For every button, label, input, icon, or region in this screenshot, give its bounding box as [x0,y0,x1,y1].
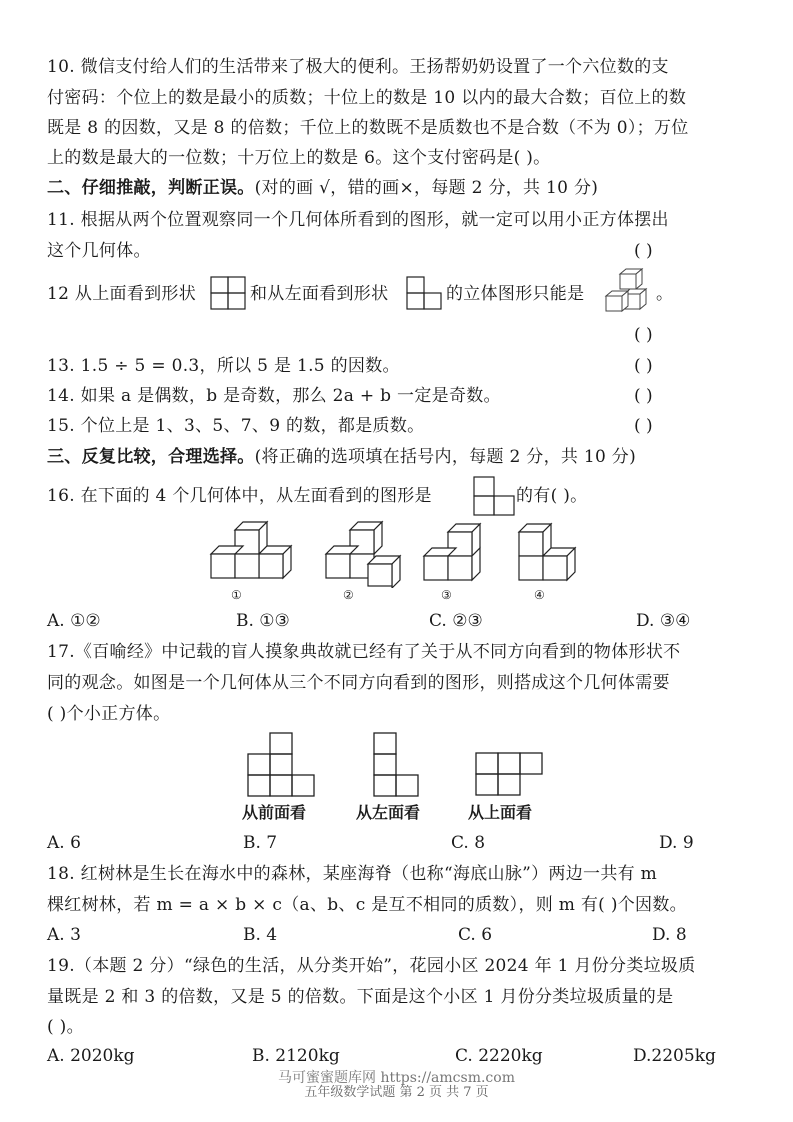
q16-solid-2-label: ② [343,588,354,602]
q19-option-a[interactable]: A. 2020kg [47,1046,135,1066]
section3-heading [47,446,636,468]
q17-top-caption: 从上面看 [468,803,533,822]
q12-solid-figure [602,268,654,316]
q18-line2: 棵红树林，若 m = a × b × c（a、b、c 是互不相同的质数），则 m 有( )个因数。 [47,895,687,915]
q16-solid-4 [513,518,593,588]
q13-answer-paren[interactable]: ( ) [634,356,653,376]
q19-line3: ( )。 [47,1017,84,1037]
section3-title: 三、反复比较，合理选择。 [47,447,255,467]
q17-left-caption: 从左面看 [356,803,421,822]
q14-answer-paren[interactable]: ( ) [634,386,653,406]
q16-option-a[interactable]: A. ①② [47,611,101,631]
q15-answer-paren[interactable]: ( ) [634,416,653,436]
q12-text-b: 和从左面看到形状 [250,284,389,304]
q16-solid-2 [320,518,410,588]
q17-left-view [372,732,422,798]
q18-option-b[interactable]: B. 4 [243,925,278,945]
q12-text-a: 12 从上面看到形状 [47,284,197,304]
q12-left-view-figure [406,276,442,310]
q16-text-a: 16. 在下面的 4 个几何体中，从左面看到的图形是 [47,486,432,506]
q16-option-b[interactable]: B. ①③ [236,611,290,631]
q12-text-d: 。 [656,284,674,304]
q18-option-c[interactable]: C. 6 [458,925,493,945]
q17-option-d[interactable]: D. 9 [659,833,694,853]
page-number: 五年级数学试题 第 2 页 共 7 页 [304,1085,489,1100]
q11-line2: 这个几何体。 [47,241,151,261]
q13-text: 13. 1.5 ÷ 5 = 0.3，所以 5 是 1.5 的因数。 [47,356,400,376]
q17-option-b[interactable]: B. 7 [243,833,278,853]
q10-line2: 付密码：个位上的数是最小的质数；十位上的数是 10 以内的最大合数；百位上的数 [47,88,687,108]
q11-answer-paren[interactable]: ( ) [634,241,653,261]
q10-line1: 10. 微信支付给人们的生活带来了极大的便利。王扬帮奶奶设置了一个六位数的支 [47,57,669,77]
q19-line1: 19.（本题 2 分）“绿色的生活，从分类开始”，花园小区 2024 年 1 月份分类垃圾质 [47,956,696,976]
q12-top-view-figure [210,276,246,310]
q18-option-a[interactable]: A. 3 [47,925,81,945]
section2-title: 二、仔细推敲，判断正误。 [47,178,255,198]
q17-front-view [246,732,318,798]
q19-option-b[interactable]: B. 2120kg [252,1046,340,1066]
q14-text: 14. 如果 a 是偶数，b 是奇数，那么 2a + b 一定是奇数。 [47,386,501,406]
q16-text-b: 的有( )。 [516,486,588,506]
q16-option-d[interactable]: D. ③④ [636,611,691,631]
q16-solid-1-label: ① [231,588,242,602]
q15-text: 15. 个位上是 1、3、5、7、9 的数，都是质数。 [47,416,425,436]
section2-heading [47,177,598,199]
q17-option-a[interactable]: A. 6 [47,833,81,853]
q16-view-figure [473,476,515,516]
q12-text-c: 的立体图形只能是 [446,284,585,304]
q16-solid-1 [205,518,295,588]
q10-line4: 上的数是最大的一位数；十万位上的数是 6。这个支付密码是( )。 [47,148,551,168]
q17-line1: 17.《百喻经》中记载的盲人摸象典故就已经有了关于从不同方向看到的物体形状不 [47,642,681,662]
q18-option-d[interactable]: D. 8 [652,925,687,945]
q11-line1: 11. 根据从两个位置观察同一个几何体所看到的图形，就一定可以用小正方体摆出 [47,210,669,230]
q17-line3: ( )个小正方体。 [47,704,171,724]
q16-solid-4-label: ④ [534,588,545,602]
q19-option-c[interactable]: C. 2220kg [455,1046,543,1066]
section2-note: (对的画 √，错的画×，每题 2 分，共 10 分) [254,178,599,198]
q19-option-d[interactable]: D.2205kg [633,1046,716,1066]
section3-note: (将正确的选项填在括号内，每题 2 分，共 10 分) [254,447,637,467]
q17-line2: 同的观念。如图是一个几何体从三个不同方向看到的图形，则搭成这个几何体需要 [47,673,670,693]
q17-top-view [474,752,546,798]
q17-option-c[interactable]: C. 8 [451,833,486,853]
watermark: 马可蜜蜜题库网 https://amcsm.com [278,1070,515,1086]
q19-line2: 量既是 2 和 3 的倍数，又是 5 的倍数。下面是这个小区 1 月份分类垃圾质量的是 [47,987,674,1007]
q18-line1: 18. 红树林是生长在海水中的森林，某座海脊（也称“海底山脉”）两边一共有 m [47,864,658,884]
q17-front-caption: 从前面看 [242,803,307,822]
q12-answer-paren[interactable]: ( ) [634,325,653,345]
q16-solid-3 [420,518,500,588]
q16-solid-3-label: ③ [441,588,452,602]
q10-line3: 既是 8 的因数，又是 8 的倍数；千位上的数既不是质数也不是合数（不为 0）；万位 [47,118,689,138]
q16-option-c[interactable]: C. ②③ [429,611,483,631]
